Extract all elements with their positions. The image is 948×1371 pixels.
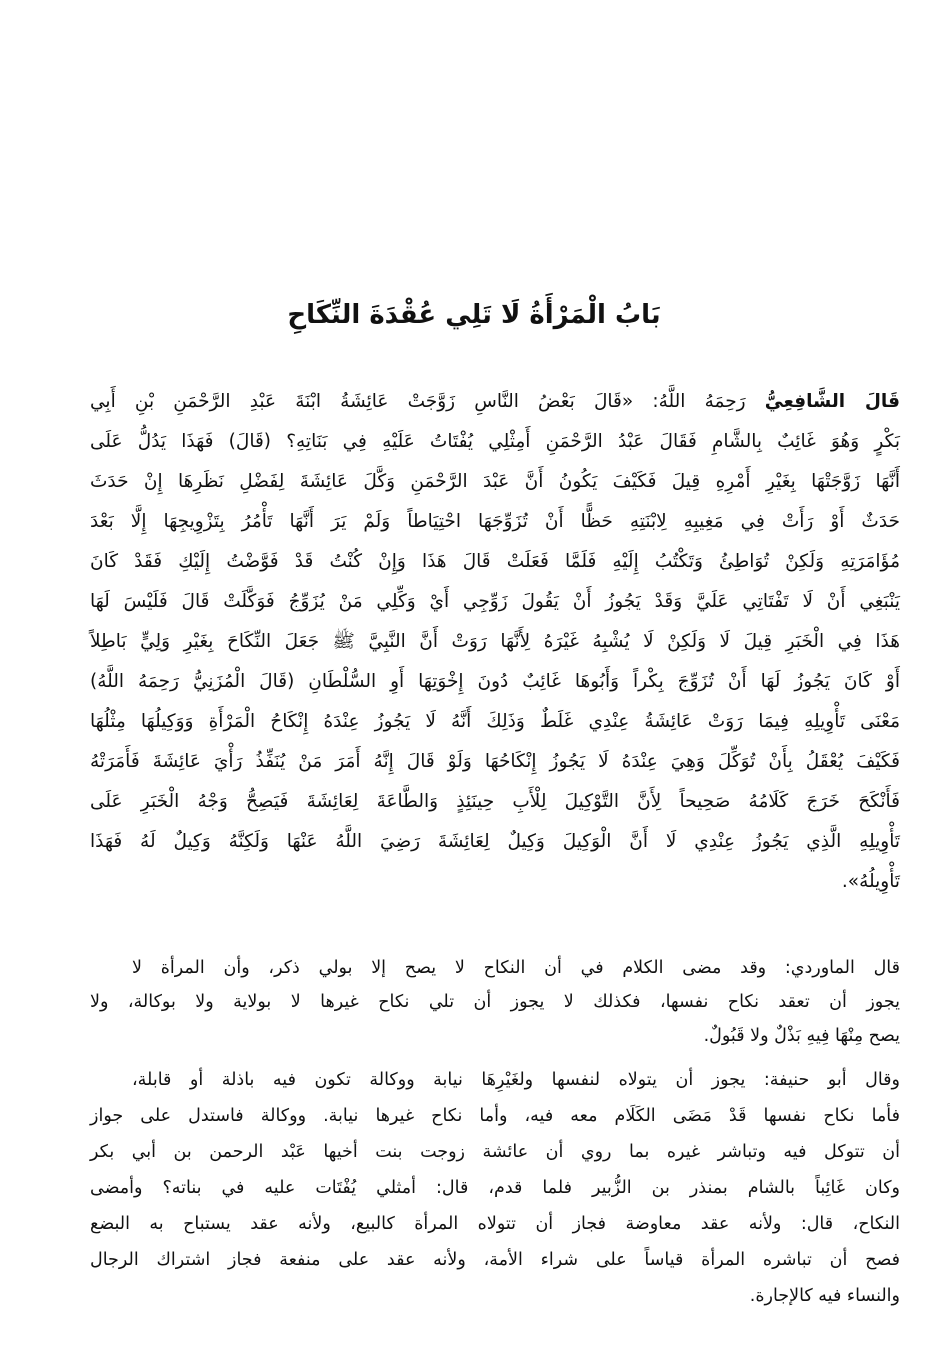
line-text: وقال أبو حنيفة: يجوز أن يتولاه لنفسها ولغَيْرِهَا نيابة ووكالة تكون فيه باذلة أو قابلة، xyxy=(132,1070,900,1090)
line-text: قال الماوردي: وقد مضى الكلام في أن النكاح لا يصح إلا بولي ذكر، وأن المرأة لا xyxy=(132,958,900,978)
text-line xyxy=(90,633,900,652)
line-text: وكان غَائِباً بالشام بمنذر بن الزُّبير فلما قدم، قال: أمثلي يُفْتَات عليه في بناته؟ وأمضى xyxy=(90,1178,900,1198)
text-line xyxy=(90,793,900,812)
line-text: أن تتوكل فيه وتباشر غيره بما روي أن عائشة زوجت بنت أخيها عَبْد الرحمن بن أبي بكر xyxy=(90,1142,900,1162)
line-text: تَأْوِيلُهُ». xyxy=(841,871,900,892)
line-text: تَأْوِيلِهِ الَّذِي يَجُوزُ عِنْدِي لَا أَنَّ الْوَكِيلَ وَكِيلٌ لِعَائِشَةَ رَضِيَ اللَّهُ عَنْهَا وَلَكِنَّهُ وَكِيلٌ لَهُ فَهَذَا xyxy=(90,831,900,852)
text-line xyxy=(90,1288,900,1306)
line-text: فصح أن تباشره المرأة قياساً على شراء الأمة، ولأنه عقد على منفعة فجاز اشتراك الرجال xyxy=(90,1250,900,1270)
text-line xyxy=(132,1072,900,1090)
text-line xyxy=(90,473,900,492)
line-text: يجوز أن تعقد نكاح نفسها، فكذلك لا يجوز أن تلي نكاح غيرها لا بولاية ولا بوكالة، ولا xyxy=(90,992,900,1012)
text-line xyxy=(90,1252,900,1270)
line-text: يصح مِنْهَا فِيهِ بَذْلٌ ولا قَبُولٌ. xyxy=(703,1026,900,1046)
text-line xyxy=(90,873,900,892)
text-line xyxy=(132,960,900,978)
text-line xyxy=(90,433,900,452)
line-text: أَنَّهَا زَوَّجَتْهَا بِغَيْرِ أَمْرِهِ قِيلَ فَكَيْفَ يَكُونُ أَنَّ عَبْدَ الرَّحْمَنِ وَكَّلَ عَائِشَةَ لِفَضْلِ نَظَرِهَا إِنْ حَدَثَ xyxy=(90,471,900,492)
text-line xyxy=(90,994,900,1012)
line-text: والنساء فيه كالإجارة. xyxy=(749,1286,900,1306)
text-line xyxy=(90,753,900,772)
line-text: بَكْرٍ وَهُوَ غَائِبٌ بِالشَّامِ فَقَالَ عَبْدُ الرَّحْمَنِ أَمِثْلِي يُفْتَاتُ عَلَيْهِ فِي بَنَاتِهِ؟ (قَالَ) فَهَذَا يَدُلُّ عَلَى xyxy=(90,431,900,452)
text-line xyxy=(90,1180,900,1198)
chapter-title: بَابُ الْمَرْأَةُ لَا تَلِي عُقْدَةَ النِّكَاحِ xyxy=(287,300,661,330)
text-line xyxy=(90,393,900,412)
text-line xyxy=(90,593,900,612)
text-line xyxy=(90,833,900,852)
line-text: رَحِمَهُ اللَّهُ: «قَالَ بَعْضُ النَّاسِ زَوَّجَتْ عَائِشَةُ ابْنَةَ عَبْدِ الرَّحْمَنِ بْنِ أَبِي xyxy=(90,391,746,412)
line-text: فَكَيْفَ يُعْقَلُ بِأَنْ تُوَكِّلَ وَهِيَ عِنْدَهُ لَا يَجُوزُ إِنْكَاحُهَا وَلَوْ قَالَ إِنَّهُ أَمَرَ مَنْ يُنَفِّذُ رَأْيَ عَائِشَةَ فَأَمَرَتْهُ xyxy=(90,751,900,772)
text-line xyxy=(90,1216,900,1234)
text-line xyxy=(90,713,900,732)
line-text: مُؤَامَرَتِهِ وَلَكِنْ تُوَاطِئُ وَتَكْتُبُ إِلَيْهِ فَلَمَّا فَعَلَتْ قَالَ هَذَا وَإِنْ كُنْتُ قَدْ فَوَّضْتُ إِلَيْكِ فَقَدْ كَانَ xyxy=(90,551,900,572)
line-text: يَنْبَغِي أَنْ لَا تَفْتَاتِي عَلَيَّ وَقَدْ يَجُوزُ أَنْ يَقُولَ زَوِّجِي أَيْ وَكِّلِي مَنْ يُزَوِّجُ فَوَكَّلَتْ قَالَ فَلَيْسَ لَهَا xyxy=(90,591,900,612)
line-text: النكاح، قال: ولأنه عقد معاوضة فجاز أن تتولاه المرأة كالبيع، ولأنه عقد يستباح به البضع xyxy=(90,1214,900,1234)
text-line xyxy=(90,1028,900,1046)
line-text: فَأَنْكَحَ خَرَجَ كَلَامُهُ صَحِيحاً لِأَنَّ التَّوْكِيلَ لِلْأَبِ حِينَئِذٍ وَالطَّاعَةَ لِعَائِشَةَ فَيَصِحُّ وَجْهُ الْخَبَرِ عَلَى xyxy=(90,791,900,812)
text-line xyxy=(90,673,900,692)
line-text: أَوْ كَانَ يَجُوزُ لَهَا أَنْ تُزَوِّجَ بِكْراً وَأَبُوهَا غَائِبٌ دُونَ إِخْوَتِهَا أَوِ السُّلْطَانِ (قَالَ الْمُزَنِيُّ رَحِمَهُ اللَّهُ) xyxy=(90,671,900,692)
text-line xyxy=(90,553,900,572)
line-text: حَدَثٌ أَوْ رَأَتْ فِي مَغِيبِهِ لِابْنَتِهِ حَظًّا أَنْ تُزَوِّجَهَا احْتِيَاطاً وَلَمْ يَرَ أَنَّهَا تَأْمُرُ بِتَزْوِيجِهَا إِلَّا بَعْدَ xyxy=(90,511,900,532)
text-line xyxy=(90,1108,900,1126)
text-line xyxy=(90,1144,900,1162)
line-text: فأما نكاح نفسها قَدْ مَضَى الكَلَام معه فيه، وأما نكاح غيرها نيابة. ووكالة فاستدل على جواز xyxy=(90,1106,900,1126)
line-text: مَعْنَى تَأْوِيلِهِ فِيمَا رَوَتْ عَائِشَةُ عِنْدِي غَلَطٌ وَذَلِكَ أَنَّهُ لَا يَجُوزُ عِنْدَهُ إِنْكَاحُ الْمَرْأَةِ وَوَكِيلُهَا مِثْلُهَا xyxy=(90,711,900,732)
text-line xyxy=(90,513,900,532)
line-text: هَذَا فِي الْخَبَرِ قِيلَ لَا وَلَكِنْ لَا يُشْبِهُ غَيْرَهُ لِأَنَّهَا رَوَتْ أَنَّ النَّبِيَّ ﷺ جَعَلَ النِّكَاحَ بِغَيْرِ وَلِيٍّ بَاطِلاً xyxy=(90,631,900,652)
speaker-name: قَالَ الشَّافِعِيُّ xyxy=(764,391,900,412)
